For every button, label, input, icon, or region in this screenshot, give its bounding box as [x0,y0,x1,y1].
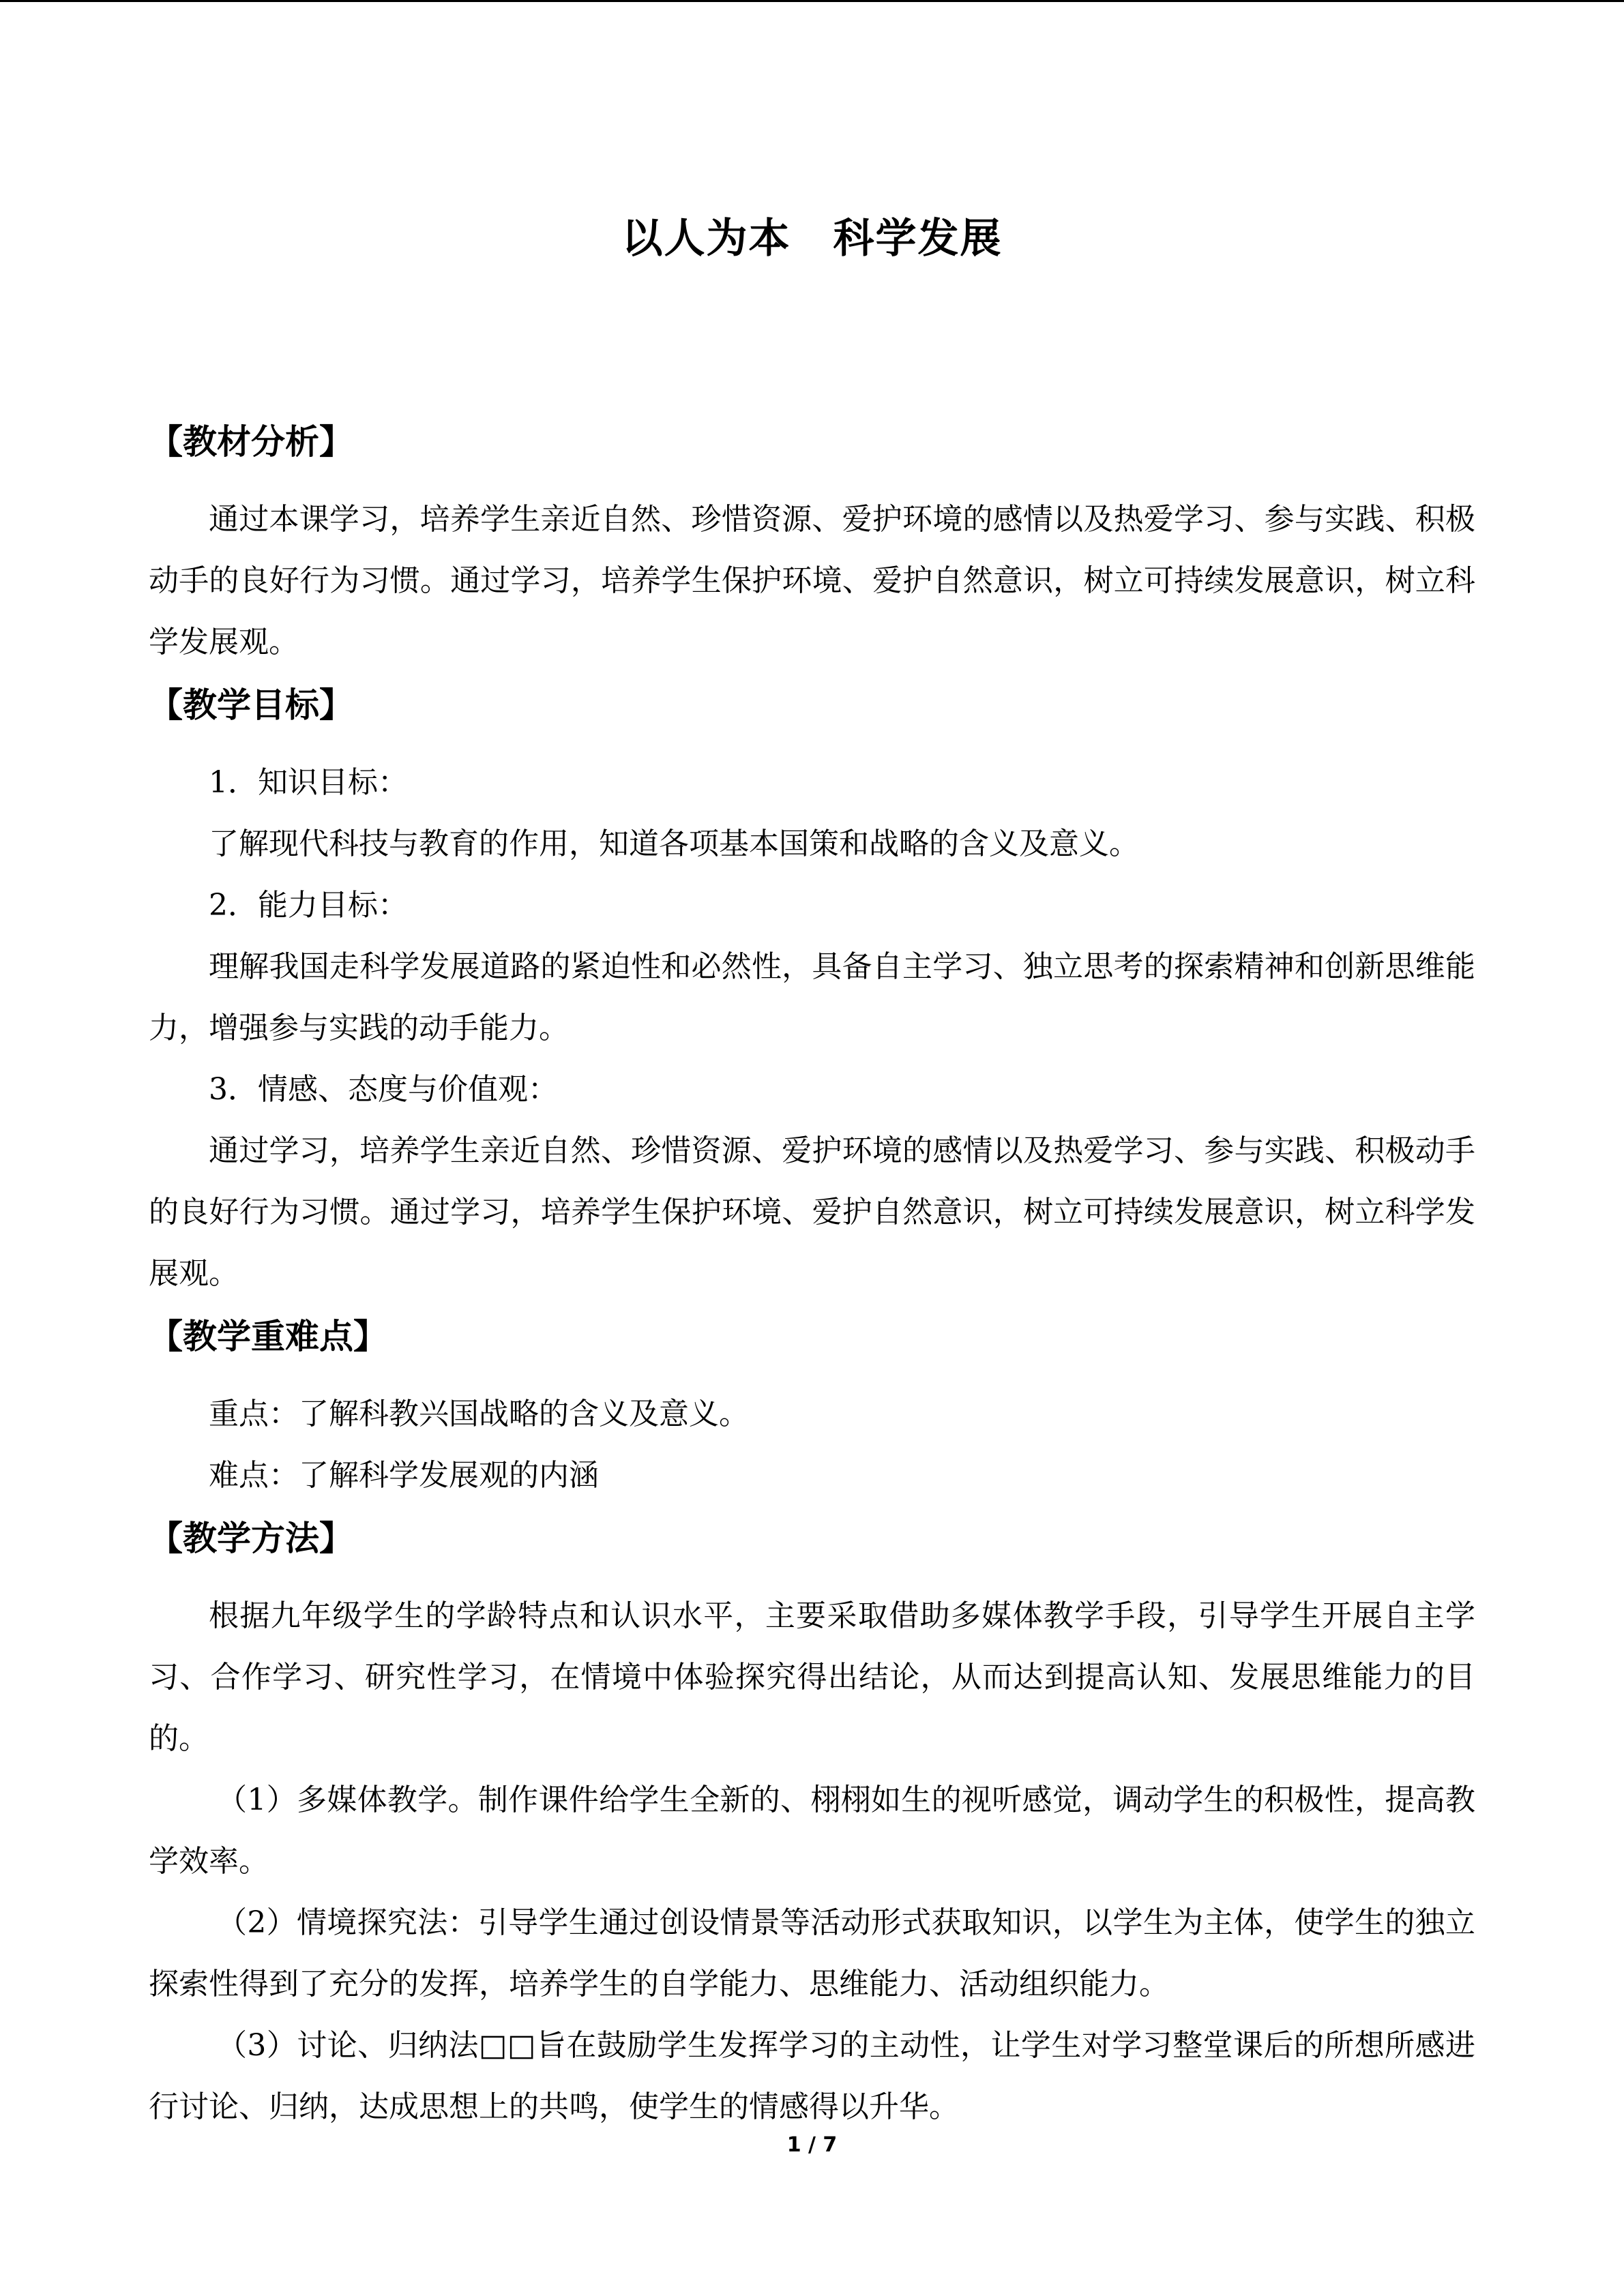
objective-label: 1．知识目标： [209,765,408,800]
section-teaching-methods [149,1509,1475,2138]
top-border-line [0,0,1624,2]
method-item: （1）多媒体教学。制作课件给学生全新的、栩栩如生的视听感觉，调动学生的积极性，提高教学效率。 [149,1783,1475,1879]
method-item: （3）讨论、归纳法□□旨在鼓励学生发挥学习的主动性，让学生对学习整堂课后的所想所感进行讨论、归纳，达成思想上的共鸣，使学生的情感得以升华。 [149,2028,1475,2124]
section-textbook-analysis [149,413,1475,673]
section-heading: 【教学方法】 [149,1518,353,1558]
method-item: （2）情境探究法：引导学生通过创设情景等活动形式获取知识，以学生为主体，使学生的独立探索性得到了充分的发挥，培养学生的自学能力、思维能力、活动组织能力。 [149,1905,1475,2001]
paragraph: 了解现代科技与教育的作用，知道各项基本国策和战略的含义及意义。 [209,826,1139,861]
section-heading: 【教学重难点】 [149,1316,387,1356]
objective-label: 3．情感、态度与价值观： [209,1072,558,1107]
paragraph: 理解我国走科学发展道路的紧迫性和必然性，具备自主学习、独立思考的探索精神和创新思维能力，增强参与实践的动手能力。 [149,949,1475,1045]
section-heading: 【教材分析】 [149,421,353,462]
paragraph: 根据九年级学生的学龄特点和认识水平，主要采取借助多媒体教学手段，引导学生开展自主学习、合作学习、研究性学习，在情境中体验探究得出结论，从而达到提高认知、发展思维能力的目的。 [149,1598,1475,1756]
objective-label: 2．能力目标： [209,888,408,923]
difficult-point: 难点：了解科学发展观的内涵 [209,1458,599,1493]
section-heading: 【教学目标】 [149,685,353,725]
paragraph: 通过本课学习，培养学生亲近自然、珍惜资源、爱护环境的感情以及热爱学习、参与实践、积极动手的良好行为习惯。通过学习，培养学生保护环境、爱护自然意识，树立可持续发展意识，树立科学发展观。 [149,502,1475,659]
paragraph: 通过学习，培养学生亲近自然、珍惜资源、爱护环境的感情以及热爱学习、参与实践、积极动手的良好行为习惯。通过学习，培养学生保护环境、爱护自然意识，树立可持续发展意识，树立科学发展观。 [149,1133,1475,1291]
document-title: 以人为本 科学发展 [621,215,1003,263]
section-key-difficult-points [149,1307,1475,1506]
document-page [149,205,1475,2138]
key-point: 重点：了解科教兴国战略的含义及意义。 [209,1397,749,1431]
page-number: 1 / 7 [786,2133,838,2157]
section-teaching-objectives [149,676,1475,1304]
